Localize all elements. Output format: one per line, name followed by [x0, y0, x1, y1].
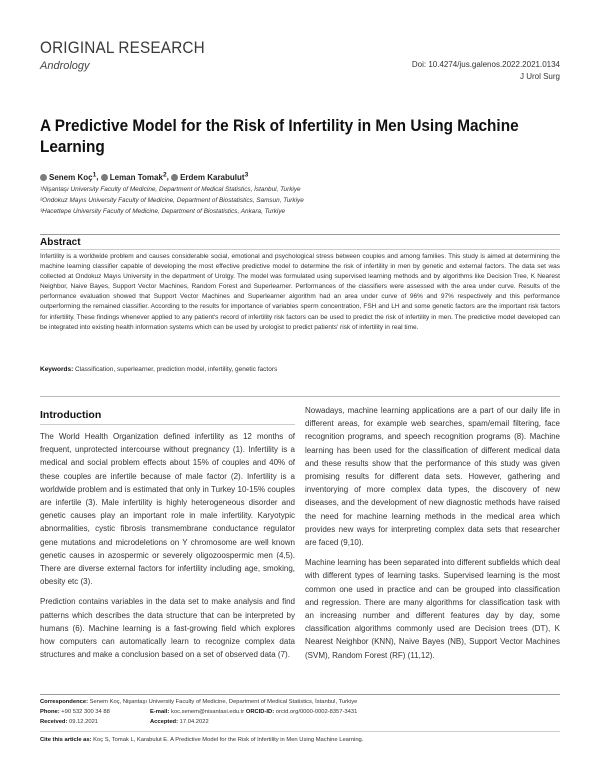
introduction-heading: Introduction: [40, 409, 102, 421]
affiliation: ²Ondokuz Mayıs University Faculty of Medicine, Department of Biostatistics, Samsun, Turkiye: [40, 197, 304, 204]
article-title: A Predictive Model for the Risk of Infertility in Men Using Machine Learning: [40, 117, 519, 156]
orcid-icon[interactable]: [171, 174, 178, 181]
author-list: Senem Koç$^1$, Leman Tomak$^2$, Erdem Karabulut$^3$: [40, 171, 248, 182]
keywords: Keywords: Classification, superlearner, prediction model, infertility, genetic factors: [40, 366, 278, 373]
affiliation: ³Hacettepe University Faculty of Medicine, Department of Biostatistics, Ankara, Turkiye: [40, 208, 286, 215]
divider: [40, 234, 560, 235]
left-column: [40, 430, 295, 668]
divider: [40, 396, 560, 397]
email-link[interactable]: koc.senem@nisantasi.edu.tr: [170, 709, 245, 715]
divider: [40, 249, 560, 250]
doi-link[interactable]: Doi: 10.4274/jus.galenos.2022.2021.0134: [411, 60, 560, 69]
orcid-icon[interactable]: [40, 174, 47, 181]
subfield-label: Andrology: [40, 60, 90, 72]
orcid-link[interactable]: orcid.org/0000-0002-8357-3431: [275, 709, 358, 715]
divider: [40, 731, 560, 732]
author[interactable]: Senem Koç$^1$: [40, 173, 96, 182]
paragraph: The World Health Organization defined infertility as 12 months of frequent, unprotected intercourse without pregnancy (1). Infertility is a medical and social problem effects about 15% of couples and 40% of these couples are infertile because of male factor (2). Infertility is a worldwide problem and is estimated that only in Turkey 10-15% couples are infertile (3). Male infertility is highly heterogeneous disorder and genetic causes play an important role in male infertility. Karyotypic abnormalities, cystic fibrosis transmembrane conductance regulator gene mutations and microdeletions on Y chromosome are well known genetic causes in azospermic or severely oligozoospermic men (4,5). There are diverse external factors for infertility including age, smoking, obesity etc (3).: [40, 432, 295, 587]
abstract-heading: Abstract: [40, 237, 81, 248]
paragraph: Nowadays, machine learning applications are a part of our daily life in different areas, for example web searches, spam/email filtering, face recognition programs, and speech recognition programs (8). Machine learning has been used for the classification of different medical data and these results show that the performance of this study was given promising results for different data sets. However, gathering and inventorying of more complex data types, the discovery of new diseases, and the development of new diagnostic methods have raised the need for machine learning methods in the medical area which provides new ways for interpreting complex data sets that researcher are faced (9,10).: [305, 406, 560, 548]
author[interactable]: Leman Tomak$^2$: [101, 173, 167, 182]
dates-line: Received: 09.12.2021 Accepted: 17.04.2022: [40, 719, 209, 725]
author[interactable]: Erdem Karabulut$^3$: [171, 173, 248, 182]
affiliation: ¹Nişantaşı University Faculty of Medicine, Department of Medical Statistics, İstanbul, Turkiye: [40, 186, 301, 193]
contact-line: Phone: +90 532 300 34 88 E-mail: koc.senem@nisantasi.edu.tr ORCID-ID: orcid.org/0000-0002-8357-3431: [40, 709, 358, 715]
divider: [40, 694, 560, 695]
right-column: [305, 404, 560, 669]
section-label: ORIGINAL RESEARCH: [40, 38, 205, 57]
divider: [40, 424, 295, 425]
correspondence: Correspondence: Senem Koç, Nişantaşı University Faculty of Medicine, Department of Medical Statistics, İstanbul, Turkiye: [40, 699, 358, 705]
paragraph: Prediction contains variables in the data set to make analysis and find patterns which describes the data structure that can be interpreted by humans (6). Machine learning is a fast-growing field which explores how computers can automatically learn to recognize complex data structures and make a conclusion based on a set of observed data (7).: [40, 597, 295, 660]
journal-name: J Urol Surg: [519, 72, 560, 81]
abstract-text: Infertility is a worldwide problem and causes considerable social, emotional and psychological stress between couples and among families. This study is aimed at determining the machine learning classifier capable of developing the most effective predictive model to determine the risk of infertility in men by genetic and external factors. The data set was collected at Ondokuz Mayıs University in the department of Urolgy. The model was formulated using supervised learning methods and by algorithms like Decision Tree, K Nearest Neighbor, Naive Bayes, Support Vector Machines, Random Forest and Superlearner. Performances of the classifiers were assessed with the area under curve. Results of the performance evaluation showed that Support Vector Machines and Superlearner algorithm had an area under curve of 96% and 97% respectively and this performance outperforming the remained classifier. According to the results for importance of variables sperm concentration, FSH and LH and some genetic factors are the important risk factors for infertility. These findings whenever applied to any patient's record of infertility risk factors can be used to predict the risk of infertility in men. The predictive model developed can be integrated into existing health information systems which can be used by urologist to predict patients' risk of infertility in real time.: [40, 253, 560, 331]
citation: Cite this article as: Koç S, Tomak L, Karabulut E. A Predictive Model for the Risk of Infertility in Men Using Machine Learning.: [40, 737, 364, 743]
paragraph: Machine learning has been separated into different subfields which deal with different types of learning tasks. Supervised learning is the most common one used in practice and can be grouped into classification and regression. There are many algorithms for classification task with an increasing number and different features day by day, some classification algorithms commonly used are Decision trees (DT), K Nearest Neighbor (KNN), Naive Bayes (NB), Support Vector Machines (SVM), Random Forest (RF) (11,12).: [305, 558, 560, 660]
orcid-icon[interactable]: [101, 174, 108, 181]
